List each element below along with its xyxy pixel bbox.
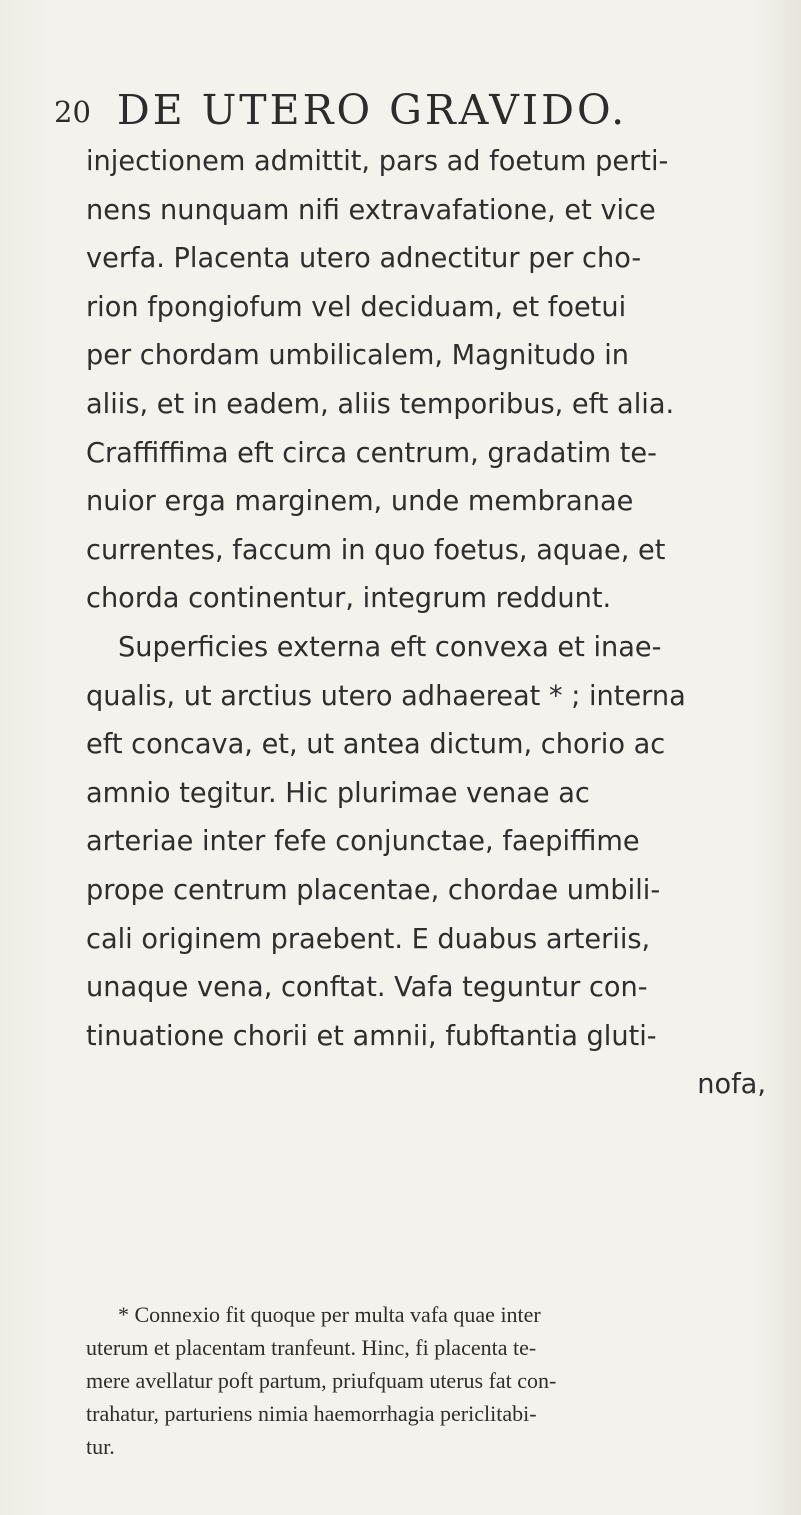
body-line: amnio tegitur. Hic plurimae venae ac xyxy=(86,777,590,809)
footnote-line: trahatur, parturiens nimia haemorrhagia periclitabi- xyxy=(86,1401,537,1426)
body-line: Craffiffima eft circa centrum, gradatim te- xyxy=(86,437,657,469)
body-line: arteriae inter fefe conjunctae, faepiffime xyxy=(86,826,640,858)
catchword: nofa, xyxy=(697,1069,766,1101)
body-line: injectionem admittit, pars ad foetum perti- xyxy=(86,146,669,177)
body-line: currentes, faccum in quo foetus, aquae, et xyxy=(86,534,666,566)
footnote-line: * Connexio fit quoque per multa vafa quae inter xyxy=(118,1302,541,1327)
footnote-line: uterum et placentam tranfeunt. Hinc, fi placenta te- xyxy=(86,1335,537,1360)
running-head xyxy=(54,86,627,134)
body-line: chorda continentur, integrum reddunt. xyxy=(86,583,612,615)
body-line: aliis, et in eadem, aliis temporibus, eft alia. xyxy=(86,388,675,420)
body-line: rion fpongiofum vel deciduam, et foetui xyxy=(86,291,627,323)
body-line-paragraph-start: Superficies externa eft convexa et inae- xyxy=(118,631,662,663)
footnote xyxy=(86,1298,768,1463)
page-number: 20 xyxy=(54,95,91,129)
body-line: verfa. Placenta utero adnectitur per cho- xyxy=(86,243,642,275)
body-line: nuior erga marginem, unde membranae xyxy=(86,486,634,518)
running-head-title: DE UTERO GRAVIDO. xyxy=(116,86,628,134)
body-line: cali originem praebent. E duabus arteriis, xyxy=(86,923,651,955)
body-paragraphs xyxy=(86,138,768,1110)
footnote-line: mere avellatur poft partum, priufquam uterus fat con- xyxy=(86,1368,557,1393)
body-line: unaque vena, conftat. Vafa teguntur con- xyxy=(86,972,648,1004)
body-line: prope centrum placentae, chordae umbili- xyxy=(86,874,661,906)
body-line: qualis, ut arctius utero adhaereat * ; interna xyxy=(86,680,686,712)
body-line: tinuatione chorii et amnii, fubftantia gluti- xyxy=(86,1020,657,1052)
footnote-line: tur. xyxy=(86,1434,115,1459)
body-line: eft concava, et, ut antea dictum, chorio ac xyxy=(86,729,666,761)
body-line: nens nunquam nifi extravafatione, et vice xyxy=(86,194,656,226)
body-line: per chordam umbilicalem, Magnitudo in xyxy=(86,340,630,372)
